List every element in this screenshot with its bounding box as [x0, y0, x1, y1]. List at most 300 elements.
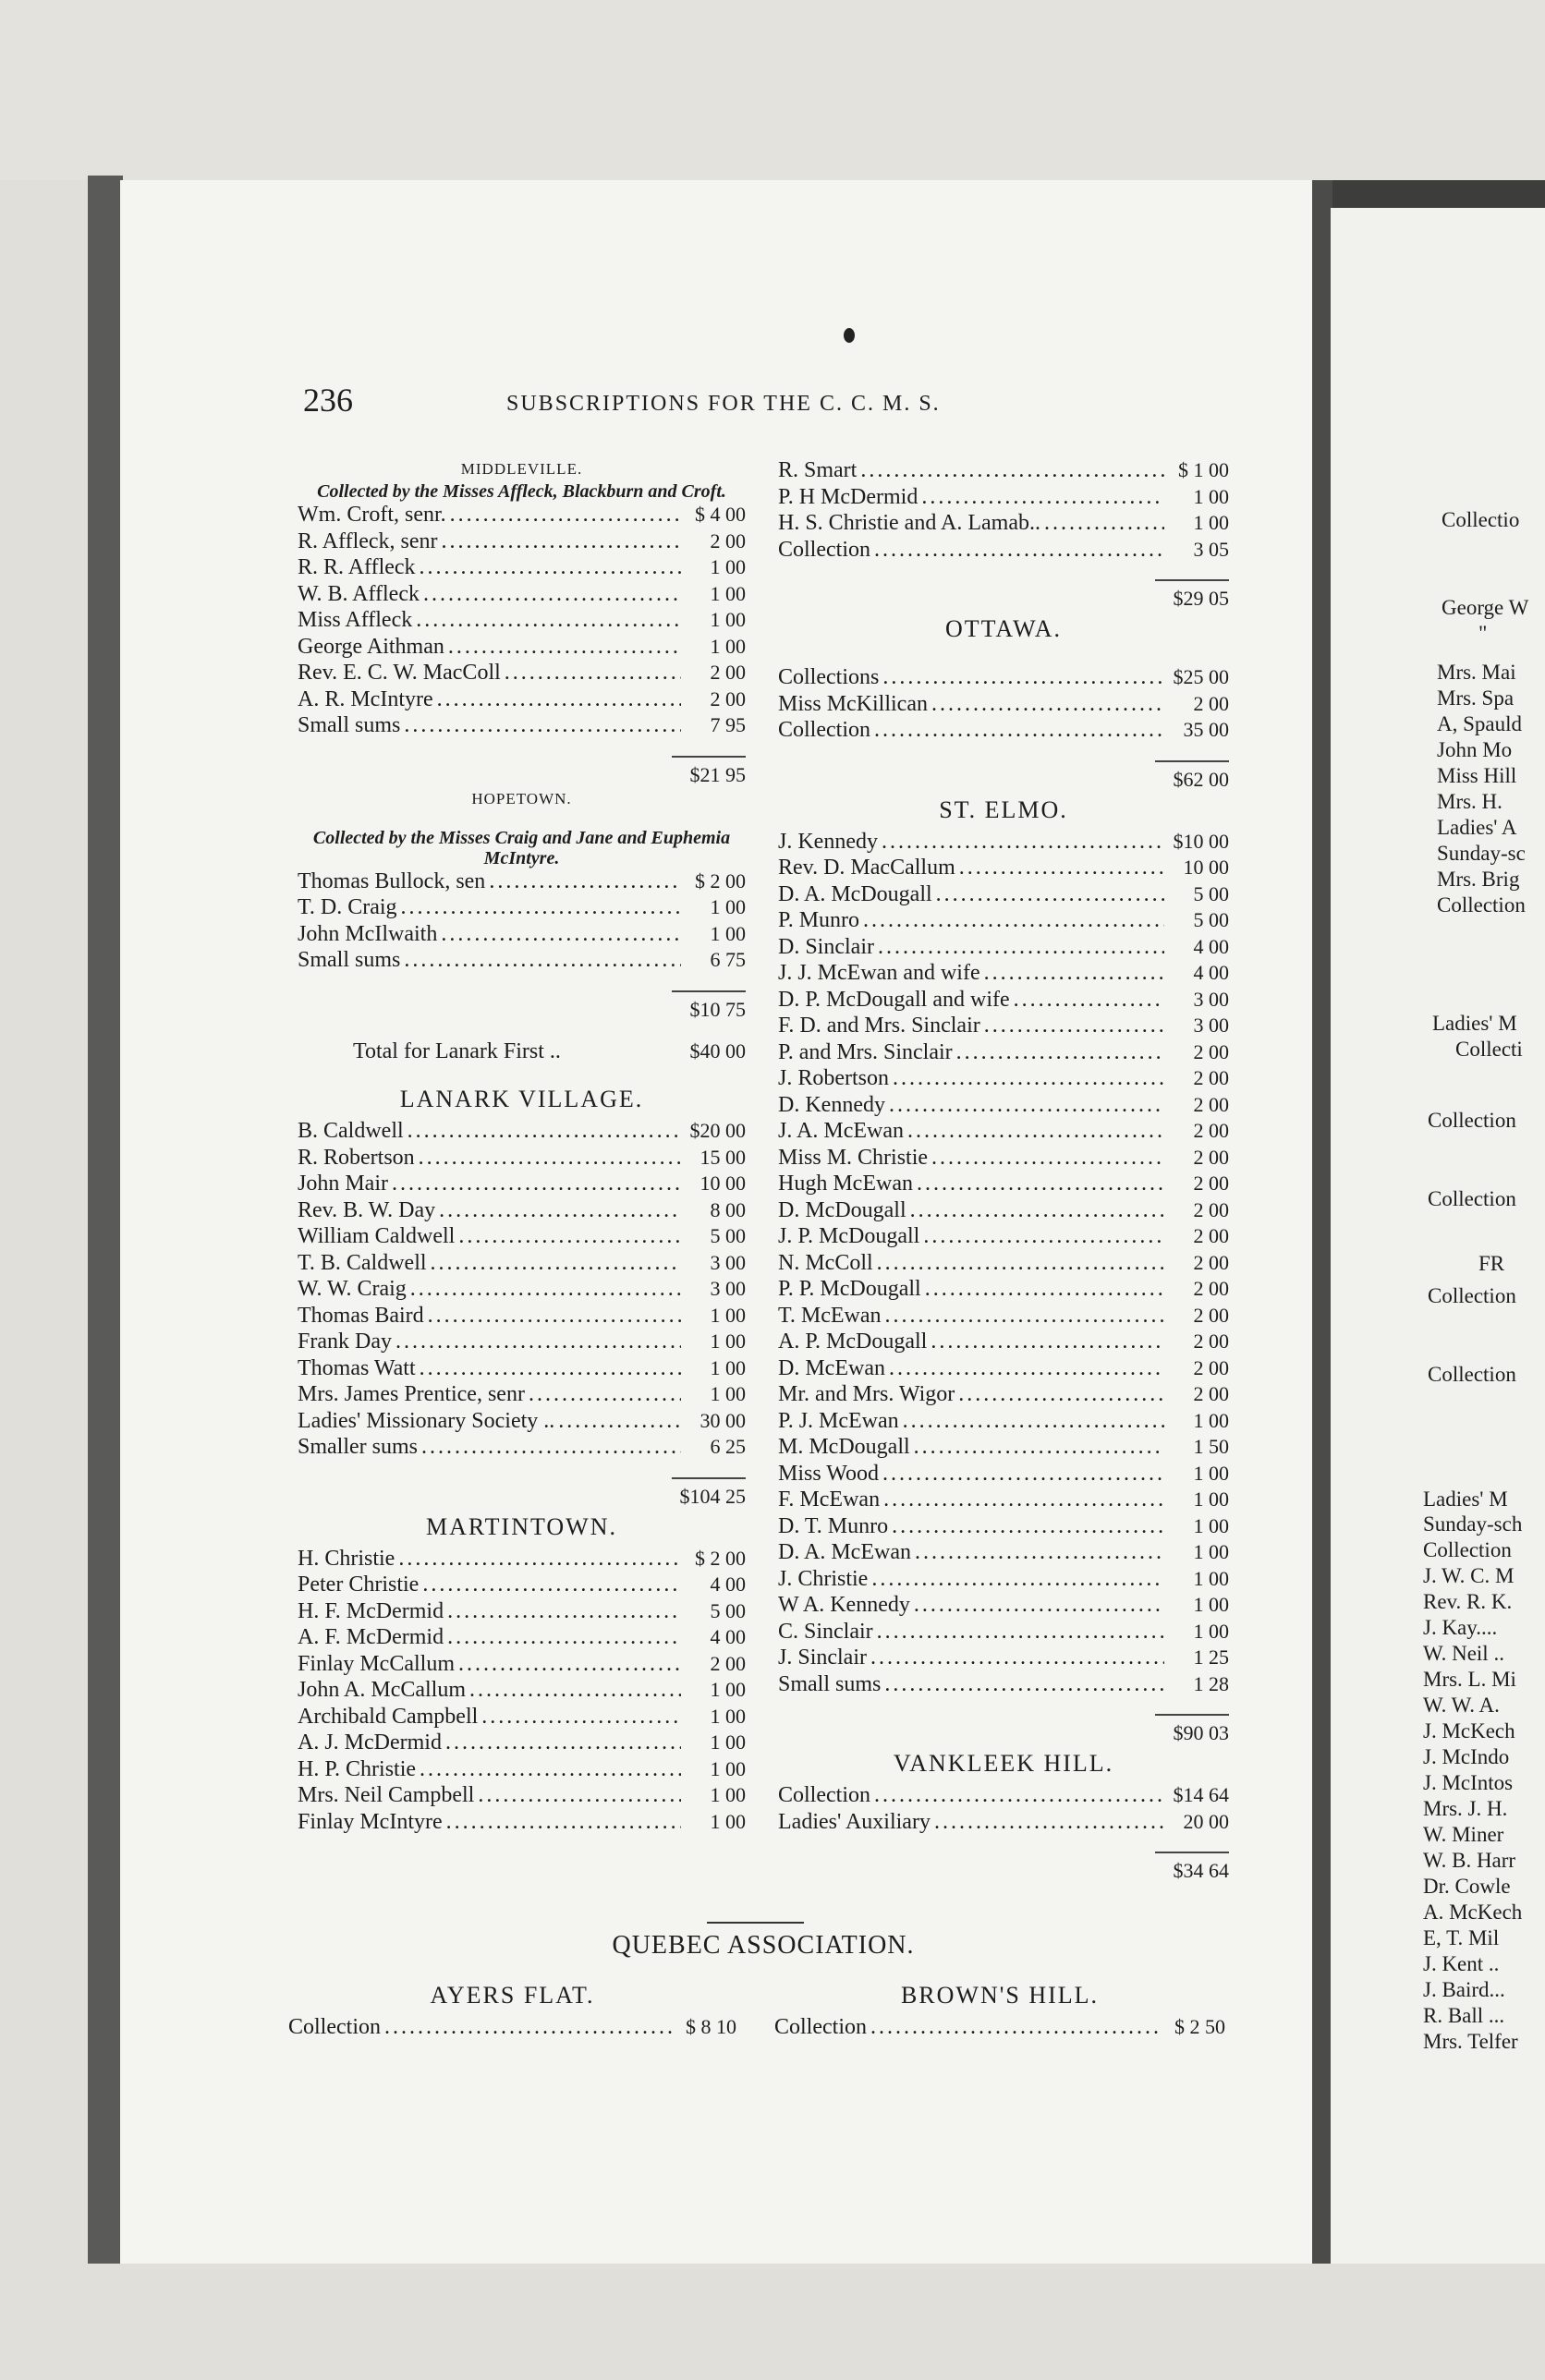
subscription-row: [778, 1782, 1229, 1809]
donor-name: Collection: [774, 2015, 867, 2039]
leader-dots: [906, 1197, 1164, 1224]
donation-amount: $ 2 50: [1174, 2015, 1225, 2038]
donor-name: Archibald Campbell: [298, 1704, 479, 1729]
donation-amount: 1 00: [1193, 484, 1229, 508]
donation-amount: 1 00: [710, 1704, 746, 1728]
donation-amount: 1 00: [1193, 1566, 1229, 1590]
donation-amount: 7 95: [710, 713, 746, 736]
subscription-row: [778, 1013, 1229, 1039]
subscription-row: [778, 484, 1229, 511]
section-heading: ST. ELMO.: [939, 795, 1068, 823]
donation-amount: 1 00: [710, 1382, 746, 1405]
subscription-row: [298, 1651, 746, 1678]
donation-amount: 3 05: [1193, 537, 1229, 561]
donor-name: D. Sinclair: [778, 934, 874, 959]
subscription-row: [298, 1677, 746, 1704]
scan-background-bottom: [0, 2264, 1545, 2380]
donor-name: Ladies' Missionary Society ..: [298, 1408, 555, 1433]
leader-dots: [873, 1250, 1164, 1277]
donor-name: Thomas Baird: [298, 1303, 424, 1328]
leader-dots: [928, 691, 1164, 718]
facing-page-line: Collecti: [1455, 1038, 1523, 1061]
donation-amount: 1 00: [1193, 1593, 1229, 1616]
leader-dots: [446, 502, 681, 528]
facing-page-line: A, Spauld: [1437, 712, 1522, 735]
donation-amount: 2 00: [710, 686, 746, 710]
total-amount: $29 05: [1155, 579, 1229, 611]
leader-dots: [381, 2014, 672, 2041]
leader-dots: [859, 907, 1164, 934]
spacer: [778, 648, 1229, 664]
total-amount: $21 95: [672, 756, 746, 787]
donation-amount: 1 00: [1193, 1513, 1229, 1537]
donation-amount: 1 00: [710, 1730, 746, 1754]
donor-name: T. B. Caldwell: [298, 1250, 427, 1275]
leader-dots: [874, 934, 1164, 961]
spacer: [778, 744, 1229, 760]
donation-amount: $ 2 00: [695, 1546, 746, 1570]
donation-amount: 3 00: [1193, 1014, 1229, 1037]
subscription-row: [298, 1329, 746, 1355]
right-column: [778, 457, 1229, 1883]
leader-dots: [501, 660, 681, 686]
donation-amount: 1 00: [710, 581, 746, 605]
leader-dots: [911, 1539, 1164, 1566]
facing-page-line: Mrs. Brig: [1437, 868, 1520, 891]
donation-amount: 4 00: [710, 1572, 746, 1596]
donor-name: Collection: [778, 718, 870, 742]
subscription-row: [298, 1118, 746, 1145]
section-total: [778, 1852, 1229, 1883]
section-total: [298, 756, 746, 787]
donation-amount: 2 00: [1193, 1066, 1229, 1089]
subscription-row: [778, 1118, 1229, 1145]
subscription-row: [778, 1408, 1229, 1435]
total-amount: $62 00: [1155, 760, 1229, 792]
leader-dots: [424, 1303, 681, 1330]
facing-page-line: E, T. Mil: [1423, 1926, 1500, 1949]
subscription-row: [298, 1171, 746, 1197]
donation-amount: 2 00: [1193, 1250, 1229, 1274]
subscription-row: [298, 1276, 746, 1303]
donor-name: Wm. Croft, senr.: [298, 503, 446, 527]
leader-dots: [868, 1566, 1164, 1593]
leader-dots: [878, 829, 1164, 856]
donation-amount: 1 28: [1193, 1671, 1229, 1695]
grand-total-label: Total for Lanark First ..: [353, 1038, 561, 1063]
leader-dots: [879, 1461, 1164, 1488]
leader-dots: [397, 894, 681, 921]
facing-page-line: W. W. A.: [1423, 1694, 1500, 1717]
donation-amount: 10 00: [700, 1172, 746, 1195]
donor-name: C. Sinclair: [778, 1619, 873, 1644]
donor-name: Finlay McCallum: [298, 1651, 455, 1676]
section-total: [778, 579, 1229, 611]
facing-page-line: Mrs. J. H.: [1423, 1797, 1508, 1820]
subscription-row: [298, 1381, 746, 1408]
subscription-row: [778, 1092, 1229, 1119]
page-number: 236: [303, 382, 353, 419]
facing-page-line: ": [1478, 622, 1488, 645]
donor-name: H. Christie: [298, 1546, 395, 1571]
donation-amount: $25 00: [1173, 665, 1229, 688]
spacer: [298, 1461, 746, 1477]
donor-name: D. McEwan: [778, 1355, 885, 1380]
leader-dots: [867, 1645, 1164, 1671]
donor-name: Small sums: [778, 1671, 882, 1696]
donor-name: John McIlwaith: [298, 921, 438, 946]
facing-page-line: W. Neil ..: [1423, 1642, 1504, 1665]
leader-dots: [888, 1513, 1164, 1540]
leader-dots: [554, 1408, 681, 1435]
donor-name: A. F. McDermid: [298, 1625, 444, 1649]
subscription-row: [298, 1408, 746, 1435]
donation-amount: 5 00: [710, 1224, 746, 1247]
spacer: [778, 1835, 1229, 1852]
donor-name: P. J. McEwan: [778, 1408, 899, 1433]
facing-page-line: A. McKech: [1423, 1900, 1523, 1924]
donor-name: H. P. Christie: [298, 1756, 417, 1781]
leader-dots: [927, 1329, 1164, 1355]
subscription-row: [778, 1434, 1229, 1461]
donor-name: Smaller sums: [298, 1435, 418, 1459]
facing-page-line: R. Ball ...: [1423, 2004, 1505, 2027]
subscription-row: [778, 1461, 1229, 1488]
leader-dots: [921, 1276, 1164, 1303]
donation-amount: 2 00: [1193, 691, 1229, 715]
leader-dots: [918, 484, 1164, 511]
donation-amount: 3 00: [710, 1277, 746, 1300]
leader-dots: [419, 1572, 681, 1598]
donor-name: J. P. McDougall: [778, 1224, 920, 1248]
leader-dots: [437, 921, 681, 948]
donation-amount: 2 00: [1193, 1145, 1229, 1169]
donor-name: J. Robertson: [778, 1066, 889, 1090]
leader-dots: [466, 1677, 681, 1704]
subscription-row: [298, 686, 746, 713]
donor-name: Miss McKillican: [778, 691, 928, 716]
leader-dots: [443, 1809, 681, 1836]
quebec-heading: QUEBEC ASSOCIATION.: [612, 1931, 915, 1960]
donor-name: H. S. Christie and A. Lamab..: [778, 511, 1040, 535]
subscription-row: [778, 1592, 1229, 1619]
donor-name: Mrs. James Prentice, senr: [298, 1382, 525, 1406]
leader-dots: [980, 960, 1164, 987]
leader-dots: [885, 1092, 1164, 1119]
donor-name: Frank Day: [298, 1330, 392, 1354]
donor-name: Small sums: [298, 948, 401, 972]
leader-dots: [931, 1809, 1164, 1836]
donor-name: Mr. and Mrs. Wigor: [778, 1382, 955, 1406]
subscription-row: [778, 907, 1229, 934]
spacer: [778, 563, 1229, 579]
subscription-row: [298, 1223, 746, 1250]
facing-page-line: Collection: [1437, 893, 1526, 917]
spacer: [298, 1064, 746, 1081]
subscription-row: [778, 987, 1229, 1014]
donor-name: T. McEwan: [778, 1303, 882, 1328]
leader-dots: [881, 1671, 1164, 1698]
leader-dots: [913, 1171, 1164, 1197]
donor-name: D. A. McEwan: [778, 1540, 911, 1564]
donation-amount: $20 00: [689, 1119, 746, 1142]
donor-name: Collection: [778, 1783, 870, 1807]
donation-amount: 1 00: [710, 634, 746, 658]
facing-page-line: Collection: [1423, 1538, 1512, 1561]
subscription-row: [298, 1145, 746, 1172]
leader-dots: [474, 1782, 681, 1809]
donor-name: John A. McCallum: [298, 1678, 467, 1702]
facing-page-line: Collection: [1428, 1109, 1516, 1132]
spacer: [298, 974, 746, 990]
section-rule: [707, 1922, 804, 1924]
subscription-row: [778, 1145, 1229, 1172]
leader-dots: [455, 1223, 681, 1250]
leader-dots: [525, 1381, 681, 1408]
leader-dots: [882, 1303, 1164, 1330]
donor-name: Thomas Watt: [298, 1355, 416, 1380]
spacer: [298, 1022, 746, 1038]
donation-amount: 35 00: [1183, 718, 1229, 741]
facing-page-line: Sunday-sch: [1423, 1512, 1523, 1536]
ink-spot: [844, 328, 855, 343]
facing-page-line: George W: [1442, 596, 1529, 619]
leader-dots: [415, 1145, 681, 1172]
leader-dots: [485, 868, 681, 895]
donation-amount: 2 00: [710, 661, 746, 684]
subscription-row: [298, 1756, 746, 1783]
subscription-row: [778, 691, 1229, 718]
leader-dots: [416, 554, 681, 581]
leader-dots: [1040, 510, 1164, 537]
donation-amount: 1 00: [1193, 1408, 1229, 1432]
subscription-row: [778, 1487, 1229, 1513]
donation-amount: 5 00: [1193, 881, 1229, 905]
donation-amount: 1 00: [710, 1783, 746, 1806]
donation-amount: $10 00: [1173, 829, 1229, 853]
subscription-row: [298, 947, 746, 974]
section-heading: HOPETOWN.: [471, 789, 572, 808]
facing-page-line: Mrs. Mai: [1437, 661, 1516, 684]
subscription-row: [778, 1381, 1229, 1408]
donor-name: J. Christie: [778, 1566, 869, 1591]
subscription-row: [298, 660, 746, 686]
donation-amount: 2 00: [1193, 1197, 1229, 1221]
subscription-row: [778, 1039, 1229, 1066]
facing-page-line: Ladies' A: [1437, 816, 1517, 839]
leader-dots: [928, 1145, 1164, 1172]
donor-name: J. A. McEwan: [778, 1119, 904, 1143]
donation-amount: $ 1 00: [1178, 458, 1229, 481]
leader-dots: [885, 1355, 1164, 1382]
subscription-row: [298, 894, 746, 921]
donation-amount: 4 00: [1193, 961, 1229, 984]
subscription-row: [298, 1730, 746, 1756]
donor-name: R. Smart: [778, 458, 858, 482]
donation-amount: 6 75: [710, 948, 746, 971]
running-title: SUBSCRIPTIONS FOR THE C. C. M. S.: [506, 392, 941, 416]
leader-dots: [442, 1730, 681, 1756]
leader-dots: [953, 1039, 1164, 1066]
donation-amount: 1 00: [710, 1678, 746, 1701]
donation-amount: 3 00: [710, 1250, 746, 1274]
section-heading: OTTAWA.: [944, 615, 1063, 642]
donor-name: F. D. and Mrs. Sinclair: [778, 1014, 980, 1038]
subscription-row: [778, 829, 1229, 856]
leader-dots: [395, 1546, 681, 1572]
leader-dots: [438, 528, 681, 555]
section-heading: LANARK VILLAGE.: [399, 1086, 644, 1112]
subscription-row: [298, 1624, 746, 1651]
donor-name: B. Caldwell: [298, 1119, 404, 1143]
leader-dots: [444, 634, 681, 661]
leader-dots: [455, 1651, 681, 1678]
donor-name: W. W. Craig: [298, 1277, 407, 1301]
facing-page-line: Rev. R. K.: [1423, 1590, 1513, 1613]
facing-page-line: Mrs. Spa: [1437, 686, 1515, 710]
scan-background-top: [0, 0, 1545, 180]
donation-amount: 2 00: [1193, 1382, 1229, 1405]
donor-name: Small sums: [298, 713, 401, 737]
leader-dots: [932, 881, 1164, 908]
donation-amount: 2 00: [1193, 1119, 1229, 1142]
donor-name: W A. Kennedy: [778, 1593, 910, 1617]
facing-page-line: J. Kent ..: [1423, 1952, 1500, 1975]
facing-page-line: Ladies' M: [1432, 1012, 1517, 1035]
facing-page-line: J. McKech: [1423, 1719, 1515, 1742]
donation-amount: 1 00: [1193, 1619, 1229, 1643]
donation-amount: 6 25: [710, 1435, 746, 1458]
subscription-row: [778, 717, 1229, 744]
donor-name: N. McColl: [778, 1250, 873, 1275]
leader-dots: [980, 1013, 1164, 1039]
donor-name: A. R. McIntyre: [298, 686, 433, 711]
leader-dots: [435, 1197, 681, 1224]
leader-dots: [857, 457, 1164, 484]
donor-name: Ladies' Auxiliary: [778, 1809, 931, 1834]
donation-amount: 1 00: [1193, 1488, 1229, 1511]
donation-amount: 2 00: [1193, 1355, 1229, 1379]
spacer: [298, 811, 746, 828]
facing-page: [1331, 208, 1545, 2264]
facing-page-line: FR: [1478, 1252, 1505, 1275]
subscription-row: [298, 868, 746, 895]
donation-amount: 8 00: [710, 1197, 746, 1221]
donation-amount: 1 25: [1193, 1645, 1229, 1669]
subscription-row: [778, 1171, 1229, 1197]
subscription-row: [778, 510, 1229, 537]
leader-dots: [404, 1118, 681, 1145]
subscription-row: [288, 2014, 736, 2041]
collector-note: Collected by the Misses Affleck, Blackburn and Croft.: [317, 481, 726, 502]
leader-dots: [1010, 987, 1164, 1014]
section-heading: VANKLEEK HILL.: [893, 1750, 1114, 1777]
section-heading: MARTINTOWN.: [426, 1512, 617, 1540]
facing-page-line: J. W. C. M: [1423, 1564, 1515, 1587]
subscription-row: [298, 1572, 746, 1598]
donation-amount: 2 00: [1193, 1277, 1229, 1300]
donation-amount: 1 00: [710, 1355, 746, 1379]
donor-name: R. R. Affleck: [298, 555, 416, 579]
left-column: [298, 457, 746, 1835]
donation-amount: 1 00: [710, 1303, 746, 1327]
subscription-row: [778, 1355, 1229, 1382]
subscription-row: [298, 1782, 746, 1809]
subscription-row: [298, 607, 746, 634]
subscription-row: [778, 1250, 1229, 1277]
section-total: [778, 1714, 1229, 1745]
leader-dots: [400, 947, 681, 974]
facing-page-line: J. Baird...: [1423, 1978, 1505, 2001]
subscription-row: [298, 554, 746, 581]
donation-amount: 20 00: [1183, 1809, 1229, 1833]
subscription-row: [298, 921, 746, 948]
donation-amount: 2 00: [1193, 1039, 1229, 1063]
donation-amount: 1 00: [710, 921, 746, 945]
donation-amount: 1 00: [1193, 1461, 1229, 1485]
subscription-row: [298, 1546, 746, 1572]
leader-dots: [910, 1592, 1164, 1619]
subscription-row: [778, 960, 1229, 987]
facing-page-line: Ladies' M: [1423, 1488, 1508, 1511]
donation-amount: 5 00: [1193, 908, 1229, 931]
donor-name: M. McDougall: [778, 1435, 910, 1459]
donation-amount: 2 00: [710, 1651, 746, 1675]
facing-page-line: Collectio: [1442, 508, 1520, 531]
subscription-row: [298, 1809, 746, 1836]
subscription-row: [778, 1645, 1229, 1671]
leader-dots: [416, 1756, 681, 1783]
donor-name: R. Affleck, senr: [298, 528, 438, 553]
donor-name: Miss Wood: [778, 1461, 879, 1486]
leader-dots: [400, 712, 681, 739]
subscription-row: [778, 1539, 1229, 1566]
subscription-row: [778, 855, 1229, 881]
leader-dots: [412, 607, 681, 634]
total-amount: $90 03: [1155, 1714, 1229, 1745]
donation-amount: 3 00: [1193, 987, 1229, 1011]
section-total: [298, 990, 746, 1022]
leader-dots: [899, 1408, 1164, 1435]
subscription-row: [298, 1434, 746, 1461]
donation-amount: 1 00: [1193, 1540, 1229, 1563]
donor-name: Mrs. Neil Campbell: [298, 1783, 475, 1807]
leader-dots: [478, 1704, 681, 1730]
section-total: [778, 760, 1229, 792]
donor-name: George Aithman: [298, 634, 444, 659]
donation-amount: $ 2 00: [695, 868, 746, 892]
donation-amount: 4 00: [710, 1625, 746, 1648]
donor-name: R. Robertson: [298, 1145, 415, 1170]
facing-page-line: Miss Hill: [1437, 764, 1517, 787]
facing-page-line: Collection: [1428, 1187, 1516, 1210]
total-amount: $10 75: [672, 990, 746, 1022]
subscription-row: [298, 528, 746, 555]
subscription-row: [778, 1303, 1229, 1330]
leader-dots: [889, 1065, 1164, 1092]
leader-dots: [418, 1434, 681, 1461]
donor-name: Collection: [778, 537, 870, 562]
facing-page-line: W. Miner: [1423, 1823, 1504, 1846]
subscription-row: [778, 1513, 1229, 1540]
facing-page-line: Mrs. H.: [1437, 790, 1502, 813]
donor-name: F. McEwan: [778, 1488, 881, 1512]
subscription-row: [778, 1809, 1229, 1836]
subscription-row: [778, 1223, 1229, 1250]
subscription-row: [298, 1704, 746, 1730]
subscription-row: [298, 1355, 746, 1382]
donation-amount: $14 64: [1173, 1783, 1229, 1806]
